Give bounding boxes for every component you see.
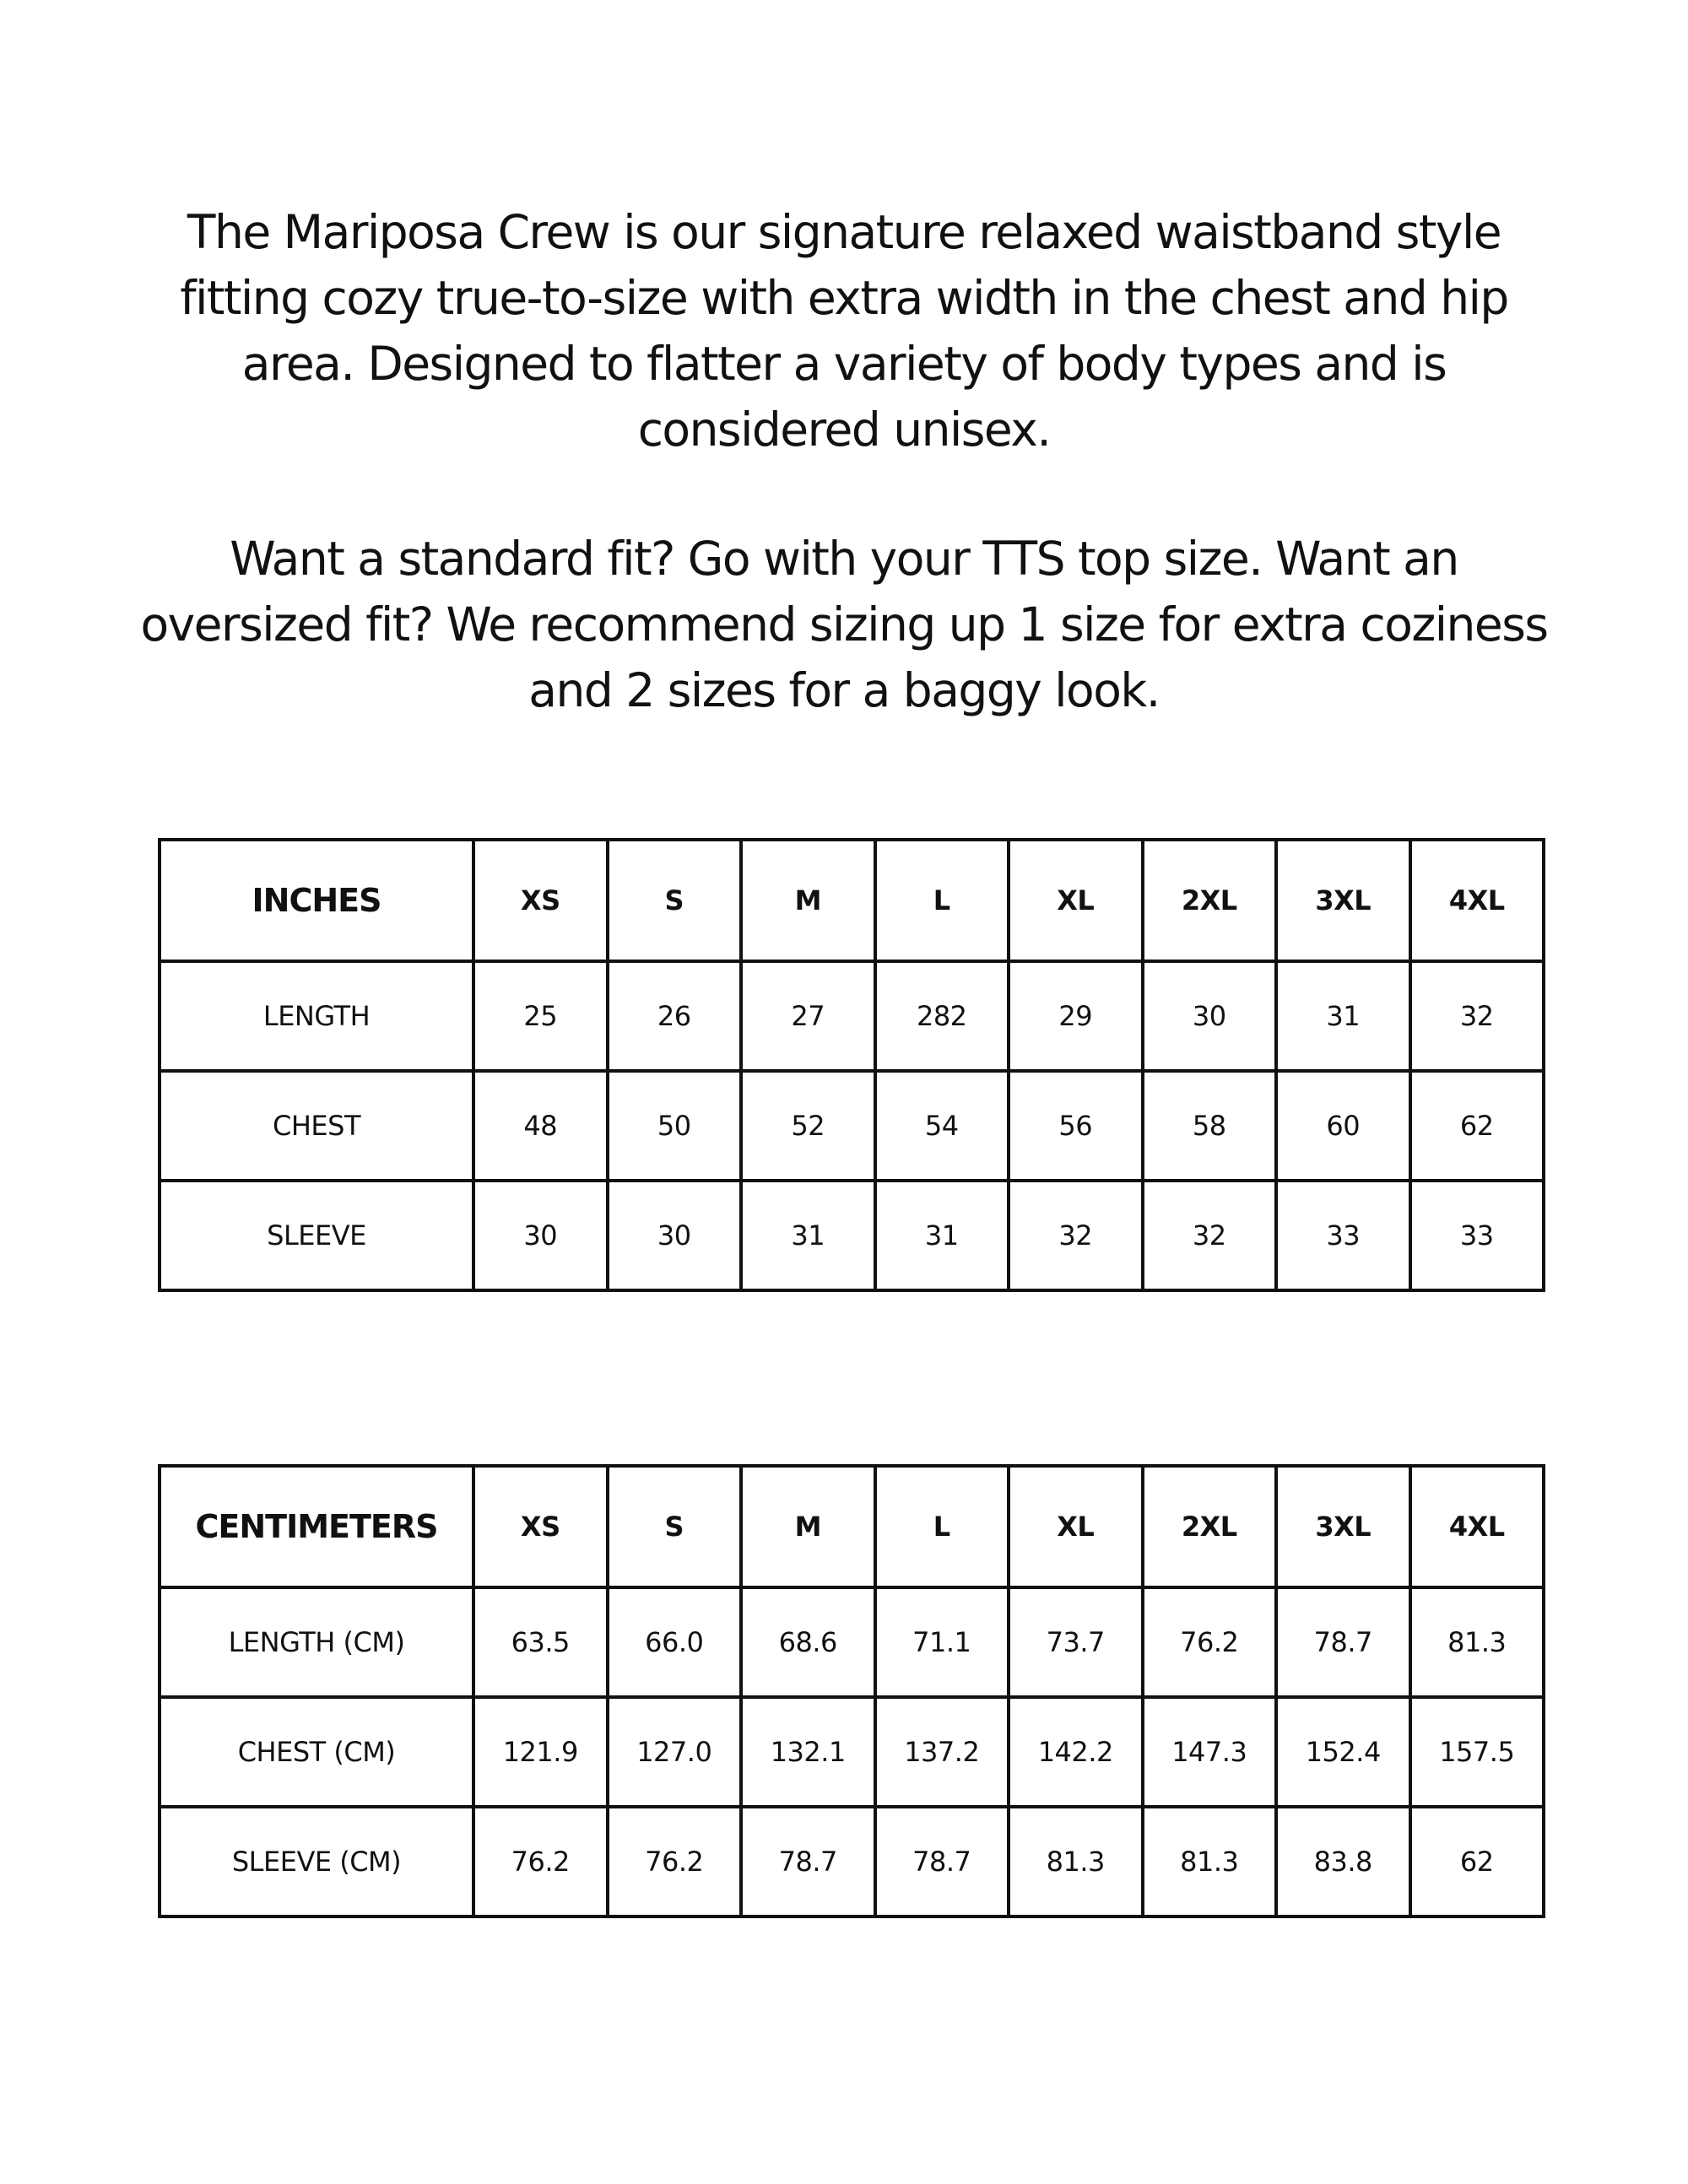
table-cell: 25 (473, 961, 608, 1071)
size-header-l: L (875, 1466, 1009, 1587)
table-cell: 78.7 (1276, 1587, 1410, 1697)
table-cell: 56 (1009, 1071, 1143, 1181)
table-cell: 52 (741, 1071, 875, 1181)
size-header-2xl: 2XL (1143, 840, 1277, 961)
table-cell: 152.4 (1276, 1697, 1410, 1807)
table-cell: 62 (1410, 1807, 1545, 1916)
table-cell: 50 (608, 1071, 742, 1181)
table-cell: 76.2 (473, 1807, 608, 1916)
table-cell: 142.2 (1009, 1697, 1143, 1807)
intro-paragraph-fit: The Mariposa Crew is our signature relaxed waistband style fitting cozy true-to-size with extra width in the chest and hip area. Designed to flatter a variety of body types and is considered unisex. (180, 205, 1508, 457)
size-header-xl: XL (1009, 1466, 1143, 1587)
table-header-label: INCHES (160, 840, 473, 961)
table-cell: 63.5 (473, 1587, 608, 1697)
table-cell: 26 (608, 961, 742, 1071)
table-cell: 282 (875, 961, 1009, 1071)
table-cell: 147.3 (1143, 1697, 1277, 1807)
table-cell: 33 (1410, 1181, 1545, 1290)
size-header-s: S (608, 840, 742, 961)
table-cell: 76.2 (1143, 1587, 1277, 1697)
table-cell: 29 (1009, 961, 1143, 1071)
size-header-xl: XL (1009, 840, 1143, 961)
table-row-sleeve-cm (160, 1807, 1544, 1916)
table-cell: 54 (875, 1071, 1009, 1181)
row-label: SLEEVE (CM) (160, 1807, 473, 1916)
table-cell: 73.7 (1009, 1587, 1143, 1697)
table-cell: 127.0 (608, 1697, 742, 1807)
size-chart-inches (158, 838, 1545, 1292)
table-cell: 60 (1276, 1071, 1410, 1181)
table-cell: 27 (741, 961, 875, 1071)
table-cell: 32 (1009, 1181, 1143, 1290)
size-header-3xl: 3XL (1276, 840, 1410, 961)
table-cell: 83.8 (1276, 1807, 1410, 1916)
table-cell: 31 (875, 1181, 1009, 1290)
table-cell: 78.7 (875, 1807, 1009, 1916)
table-cell: 71.1 (875, 1587, 1009, 1697)
size-header-xs: XS (473, 840, 608, 961)
size-header-xs: XS (473, 1466, 608, 1587)
table-cell: 31 (741, 1181, 875, 1290)
table-cell: 81.3 (1143, 1807, 1277, 1916)
table-cell: 31 (1276, 961, 1410, 1071)
table-cell: 48 (473, 1071, 608, 1181)
table-cell: 157.5 (1410, 1697, 1545, 1807)
size-header-3xl: 3XL (1276, 1466, 1410, 1587)
table-row-sleeve (160, 1181, 1544, 1290)
table-cell: 76.2 (608, 1807, 742, 1916)
table-cell: 121.9 (473, 1697, 608, 1807)
size-header-m: M (741, 840, 875, 961)
table-cell: 30 (608, 1181, 742, 1290)
table-cell: 32 (1143, 1181, 1277, 1290)
table-cell: 30 (473, 1181, 608, 1290)
table-cell: 81.3 (1410, 1587, 1545, 1697)
table-header-label: CENTIMETERS (160, 1466, 473, 1587)
table-row-chest-cm (160, 1697, 1544, 1807)
table-cell: 32 (1410, 961, 1545, 1071)
row-label: CHEST (160, 1071, 473, 1181)
intro-paragraph-sizing-advice: Want a standard fit? Go with your TTS top size. Want an oversized fit? We recommend sizing up 1 size for extra coziness and 2 sizes for a baggy look. (140, 532, 1548, 717)
size-header-4xl: 4XL (1410, 1466, 1545, 1587)
table-cell: 78.7 (741, 1807, 875, 1916)
row-label: CHEST (CM) (160, 1697, 473, 1807)
size-header-2xl: 2XL (1143, 1466, 1277, 1587)
table-cell: 68.6 (741, 1587, 875, 1697)
table-header-row (160, 1466, 1544, 1587)
table-cell: 58 (1143, 1071, 1277, 1181)
size-header-4xl: 4XL (1410, 840, 1545, 961)
size-header-s: S (608, 1466, 742, 1587)
row-label: LENGTH (CM) (160, 1587, 473, 1697)
table-row-length-cm (160, 1587, 1544, 1697)
table-cell: 66.0 (608, 1587, 742, 1697)
size-chart-centimeters (158, 1464, 1545, 1918)
table-cell: 132.1 (741, 1697, 875, 1807)
table-header-row (160, 840, 1544, 961)
row-label: LENGTH (160, 961, 473, 1071)
table-row-chest (160, 1071, 1544, 1181)
table-cell: 81.3 (1009, 1807, 1143, 1916)
table-cell: 30 (1143, 961, 1277, 1071)
row-label: SLEEVE (160, 1181, 473, 1290)
size-header-l: L (875, 840, 1009, 961)
size-header-m: M (741, 1466, 875, 1587)
table-cell: 62 (1410, 1071, 1545, 1181)
table-row-length (160, 961, 1544, 1071)
table-cell: 137.2 (875, 1697, 1009, 1807)
table-cell: 33 (1276, 1181, 1410, 1290)
